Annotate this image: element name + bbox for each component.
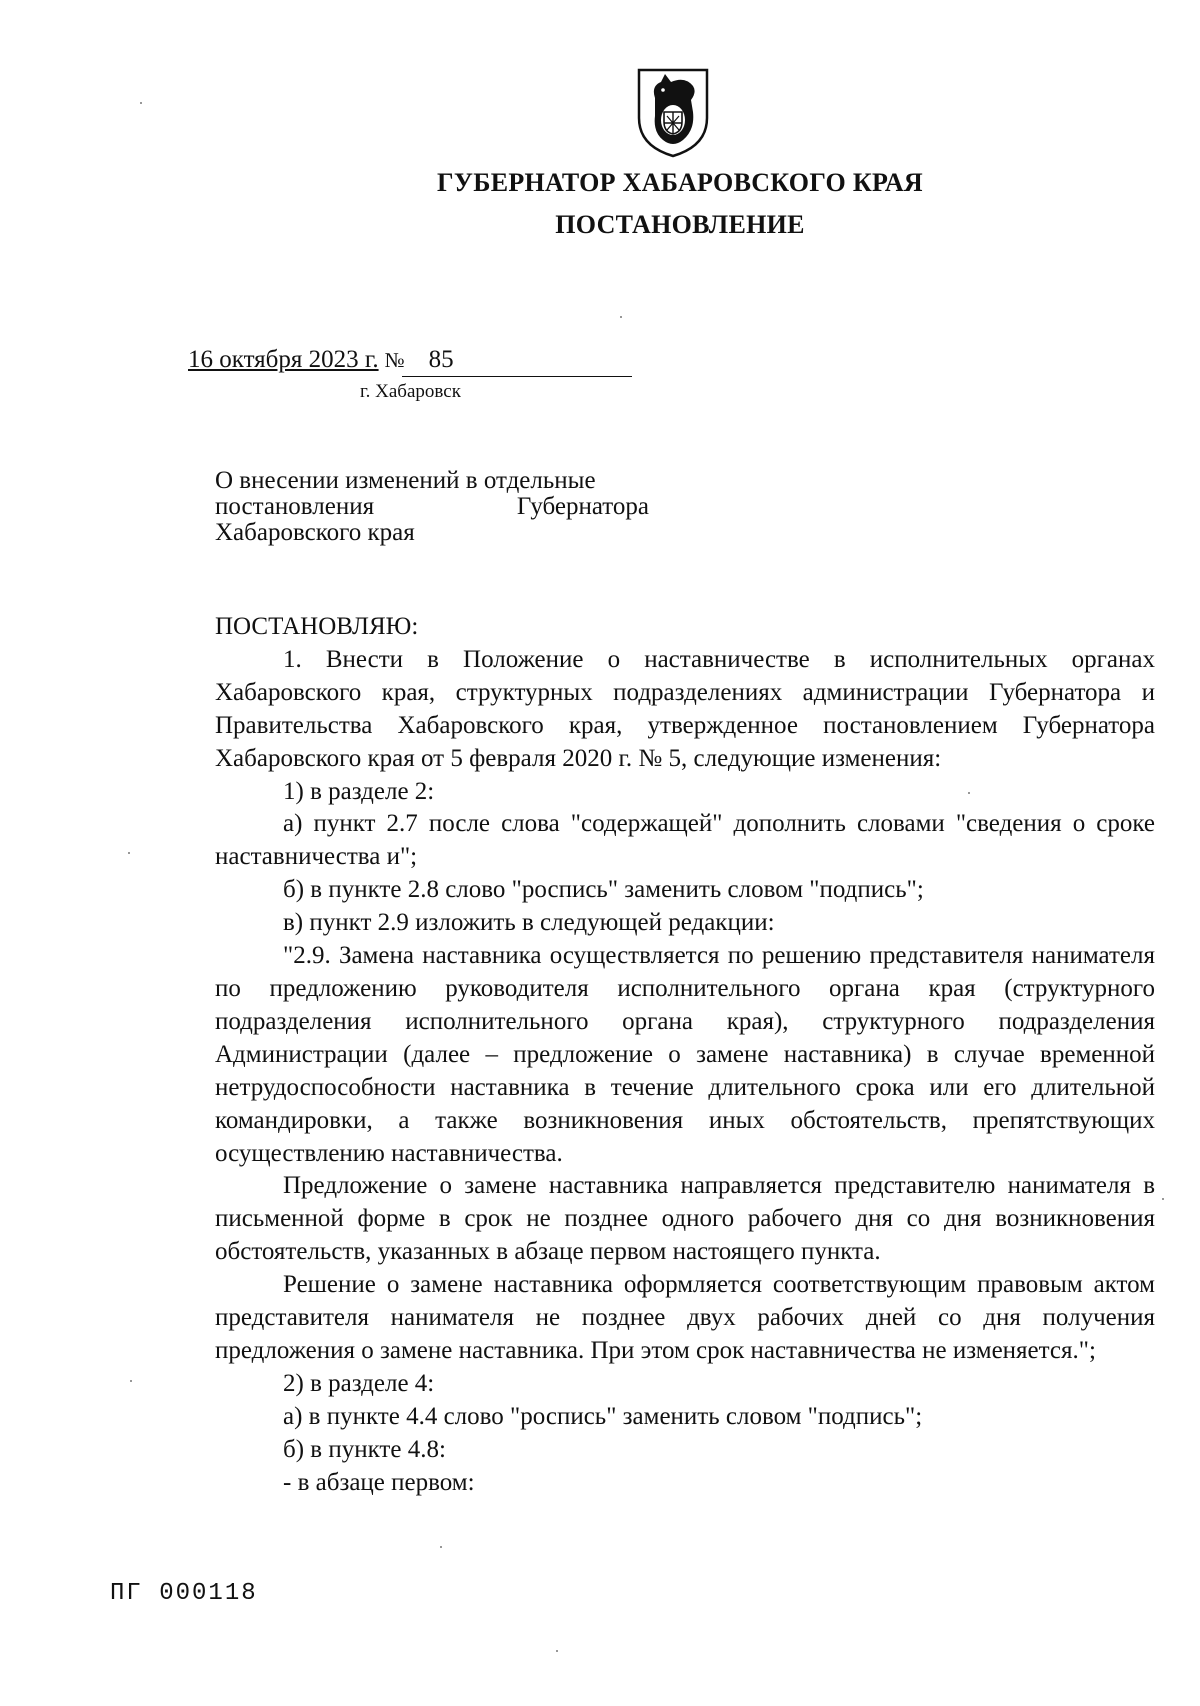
document-type: ПОСТАНОВЛЕНИЕ (555, 210, 805, 239)
document-body (215, 611, 1155, 1499)
scan-speck (440, 1546, 442, 1548)
subject-line-2-right: Губернатора (516, 493, 649, 520)
paragraph-4: б) в пункте 2.8 слово "роспись" заменить словом "подпись"; (283, 876, 924, 904)
city-label: г. Хабаровск (360, 381, 461, 402)
paragraph-11: б) в пункте 4.8: (283, 1435, 446, 1463)
paragraph-6: "2.9. Замена наставника осуществляется по решению представителя нанимателя по предложению руководителя исполнительного органа края (структурного подразделения исполнительного органа края), структурного подразделения Администрации (далее – предложение о замене наставника) в случае временной нетрудоспособности наставника в течение длительного срока или его длительной командировки, а также возникновения иных обстоятельств, препятствующих осуществлению наставничества. (215, 942, 1155, 1167)
paragraph-2: 1) в разделе 2: (283, 777, 435, 805)
paragraph-9: 2) в разделе 4: (283, 1369, 435, 1397)
governor-title: ГУБЕРНАТОР ХАБАРОВСКОГО КРАЯ (436, 168, 923, 197)
subject-line-3: Хабаровского края (215, 519, 415, 546)
paragraph-5: в) пункт 2.9 изложить в следующей редакции: (283, 909, 775, 937)
paragraph-3: а) пункт 2.7 после слова "содержащей" дополнить словами "сведения о сроке наставничества и"; (215, 810, 1155, 871)
paragraph-7: Предложение о замене наставника направляется представителю нанимателя в письменной форме в срок не позднее одного рабочего дня со дня возникновения обстоятельств, указанных в абзаце первом настоящего пункта. (215, 1172, 1155, 1266)
date-number-line (188, 346, 454, 374)
number-underline (402, 376, 632, 377)
form-serial-code: ПГ 000118 (110, 1580, 258, 1607)
khabarovsk-coat-of-arms-icon (633, 60, 713, 160)
paragraph-12: - в абзаце первом: (283, 1468, 475, 1496)
subject-line-2-left: постановления (215, 493, 375, 520)
document-number: 85 (428, 346, 454, 373)
scan-speck (128, 852, 130, 854)
scan-speck (620, 316, 622, 318)
document-subject (215, 468, 649, 546)
number-sign: № (384, 348, 405, 372)
scan-speck (140, 102, 142, 104)
scan-speck (1162, 1198, 1164, 1200)
subject-line-2 (215, 494, 649, 520)
paragraph-8: Решение о замене наставника оформляется соответствующим правовым актом представителя нанимателя не позднее двух рабочих дней со дня получения предложения о замене наставника. При этом срок наставничества не изменяется."; (215, 1271, 1155, 1364)
scan-speck (556, 1650, 558, 1652)
resolve-heading: ПОСТАНОВЛЯЮ: (215, 613, 419, 640)
paragraph-1: 1. Внести в Положение о наставничестве в исполнительных органах Хабаровского края, структурных подразделениях администрации Губернатора и Правительства Хабаровского края, утвержденное постановлением Губернатора Хабаровского края от 5 февраля 2020 г. № 5, следующие изменения: (215, 645, 1155, 772)
paragraph-10: а) в пункте 4.4 слово "роспись" заменить словом "подпись"; (283, 1402, 923, 1430)
document-date: 16 октября 2023 г. (188, 346, 379, 373)
scan-speck (130, 1380, 132, 1382)
scan-speck (968, 792, 970, 794)
subject-line-1: О внесении изменений в отдельные (215, 467, 596, 494)
